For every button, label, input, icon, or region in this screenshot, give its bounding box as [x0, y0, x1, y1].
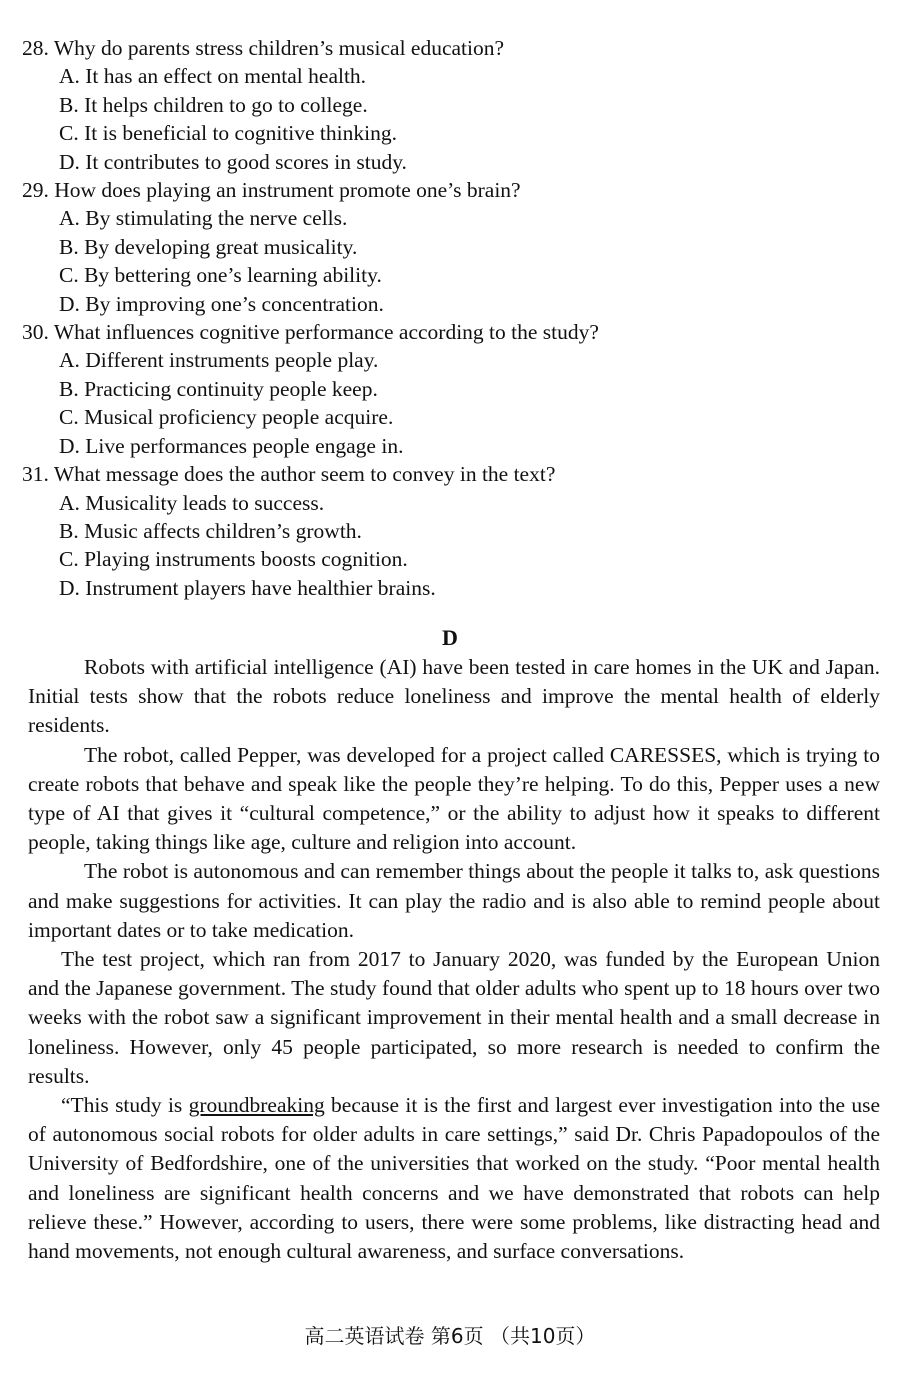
- question-30: [22, 318, 882, 460]
- option-d: D. It contributes to good scores in study.: [59, 149, 407, 174]
- question-28: [22, 34, 882, 176]
- option-c: C. Playing instruments boosts cognition.: [59, 547, 408, 572]
- question-stem: 29. How does playing an instrument promote one’s brain?: [22, 178, 521, 203]
- option-c: C. Musical proficiency people acquire.: [59, 405, 394, 430]
- question-stem: 31. What message does the author seem to convey in the text?: [22, 462, 556, 487]
- passage-paragraph-5: [28, 1091, 880, 1266]
- question-stem: 30. What influences cognitive performance according to the study?: [22, 320, 599, 345]
- page-footer: 高二英语试卷 第6页 （共10页）: [304, 1324, 596, 1348]
- question-31: [22, 460, 882, 602]
- reading-passage: [28, 653, 880, 1266]
- option-c: C. By bettering one’s learning ability.: [59, 263, 382, 288]
- passage-paragraph-2: The robot, called Pepper, was developed for a project called CARESSES, which is trying to create robots that behave and speak like the people they’re helping. To do this, Pepper uses a new type of AI that gives it “cultural competence,” or the ability to adjust how it speaks to different people, taking things like age, culture and religion into account.: [28, 742, 880, 855]
- paragraph-5-start: “This study is: [61, 1093, 189, 1118]
- section-title: D: [442, 625, 458, 650]
- option-b: B. By developing great musicality.: [59, 234, 358, 259]
- option-a: A. By stimulating the nerve cells.: [59, 206, 348, 231]
- paragraph-5-rest: because it is the first and largest ever investigation into the use of autonomous social robots for older adults in care settings,” said Dr. Chris Papadopoulos of the University of Bedfordshire, one of the universities that worked on the study. “Poor mental health and loneliness are significant health concerns and we have demonstrated that robots can help relieve these.” However, according to users, there were some problems, like distracting head and hand movements, not enough cultural awareness, and surface conversations.: [28, 1093, 880, 1264]
- option-a: A. Musicality leads to success.: [59, 490, 325, 515]
- option-b: B. It helps children to go to college.: [59, 92, 368, 117]
- passage-paragraph-4: The test project, which ran from 2017 to January 2020, was funded by the European Union and the Japanese government. The study found that older adults who spent up to 18 hours over two weeks with the robot saw a significant improvement in their mental health and a small decrease in loneliness. However, only 45 people participated, so more research is needed to confirm the results.: [28, 947, 880, 1088]
- option-b: B. Practicing continuity people keep.: [59, 376, 378, 401]
- question-29: [22, 176, 882, 318]
- option-d: D. Instrument players have healthier brains.: [59, 575, 436, 600]
- underlined-word: groundbreaking: [188, 1093, 325, 1118]
- passage-paragraph-1: Robots with artificial intelligence (AI) have been tested in care homes in the UK and Japan. Initial tests show that the robots reduce loneliness and improve the mental health of elderly residents.: [28, 655, 880, 738]
- option-a: A. It has an effect on mental health.: [59, 64, 367, 89]
- question-stem: 28. Why do parents stress children’s musical education?: [22, 36, 505, 60]
- option-c: C. It is beneficial to cognitive thinking.: [59, 121, 397, 146]
- option-d: D. Live performances people engage in.: [59, 433, 404, 458]
- passage-paragraph-3: The robot is autonomous and can remember things about the people it talks to, ask questions and make suggestions for activities. It can play the radio and is also able to remind people about important dates or to take medication.: [28, 859, 880, 942]
- question-list: [22, 34, 882, 602]
- option-d: D. By improving one’s concentration.: [59, 291, 384, 316]
- option-a: A. Different instruments people play.: [59, 348, 379, 373]
- option-b: B. Music affects children’s growth.: [59, 518, 362, 543]
